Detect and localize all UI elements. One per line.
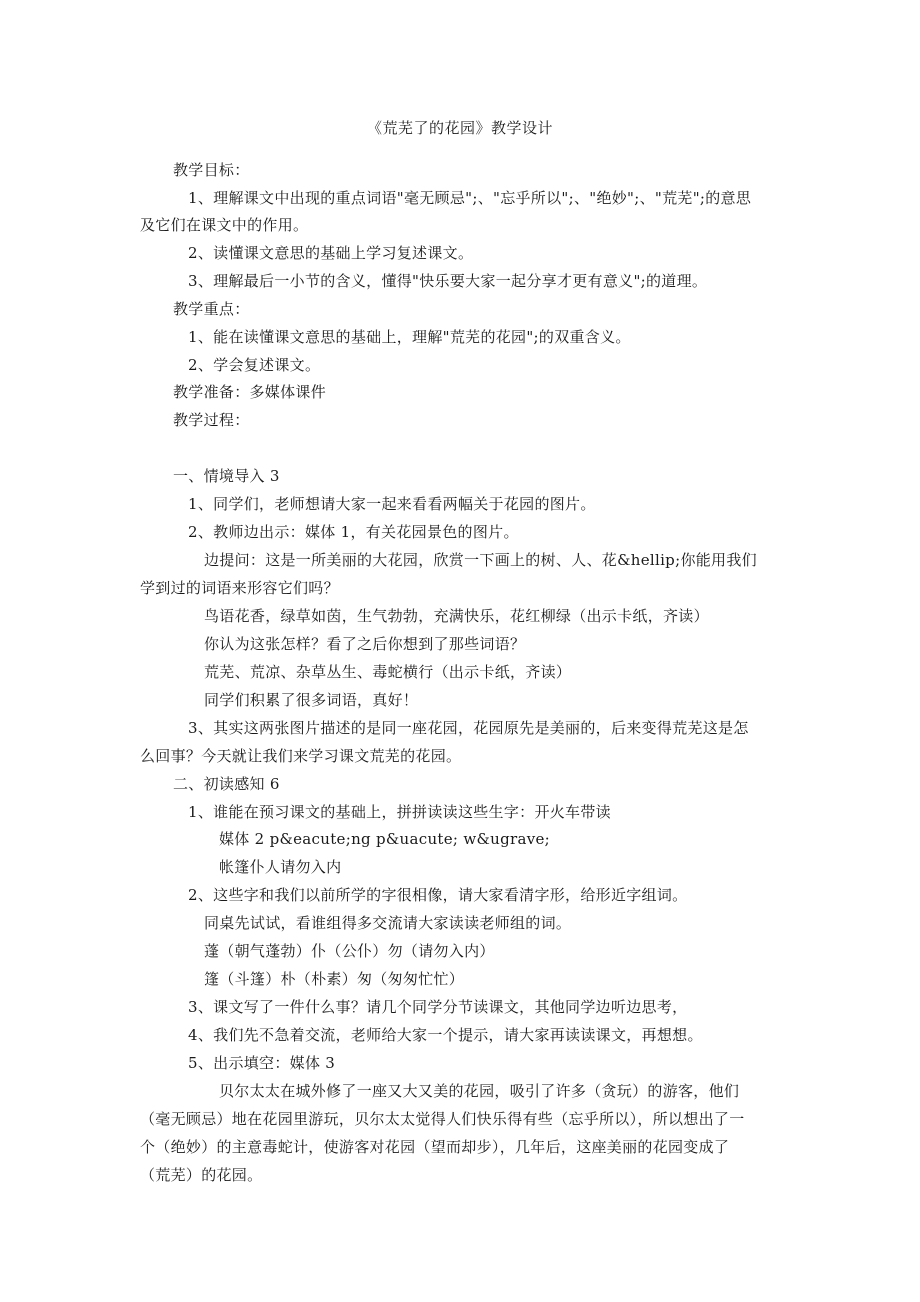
section-1-item-1: 1、同学们，老师想请大家一起来看看两幅关于花园的图片。 xyxy=(188,495,596,513)
section-2-fill-line-1: 贝尔太太在城外修了一座又大又美的花园，吸引了许多（贪玩）的游客，他们 xyxy=(219,1082,740,1100)
section-1-praise: 同学们积累了很多词语，真好！ xyxy=(204,691,419,709)
objective-3: 3、理解最后一小节的含义，懂得"快乐要大家一起分享才更有意义";的道理。 xyxy=(188,272,708,290)
section-2-fill-line-2: （毫无顾忌）地在花园里游玩，贝尔太太觉得人们快乐得有些（忘乎所以），所以想出了一 xyxy=(140,1110,745,1128)
process-heading: 教学过程： xyxy=(173,411,250,429)
section-1-ask-line-2: 学到过的词语来形容它们吗？ xyxy=(140,579,339,597)
section-2-item-1: 1、谁能在预习课文的基础上，拼拼读读这些生字：开火车带读 xyxy=(188,803,611,821)
section-1-item-2: 2、教师边出示：媒体 1，有关花园景色的图片。 xyxy=(188,523,519,541)
section-2-word-group-1: 蓬（朝气蓬勃）仆（公仆）勿（请勿入内） xyxy=(204,942,495,960)
section-2-item-2: 2、这些字和我们以前所学的字很相像，请大家看清字形，给形近字组词。 xyxy=(188,886,688,904)
objectives-heading: 教学目标： xyxy=(173,161,250,179)
keypoint-1: 1、能在读懂课文意思的基础上，理解"荒芜的花园";的双重含义。 xyxy=(188,328,631,346)
keypoint-2: 2、学会复述课文。 xyxy=(188,356,321,374)
section-1-words-1: 鸟语花香，绿草如茵，生气勃勃，充满快乐，花红柳绿（出示卡纸，齐读） xyxy=(204,607,709,625)
section-2-fill-line-3: 个（绝妙）的主意毒蛇计，使游客对花园（望而却步），几年后，这座美丽的花园变成了 xyxy=(140,1138,730,1156)
section-2-media-2: 媒体 2 p&eacute;ng p&uacute; w&ugrave; xyxy=(219,830,551,848)
section-1-item-3-line-1: 3、其实这两张图片描述的是同一座花园，花园原先是美丽的，后来变得荒芜这是怎 xyxy=(188,719,749,737)
section-1-heading: 一、情境导入 3 xyxy=(173,467,280,485)
keypoints-heading: 教学重点： xyxy=(173,300,250,318)
section-2-deskmate: 同桌先试试，看谁组得多交流请大家读读老师组的词。 xyxy=(204,914,572,932)
section-2-heading: 二、初读感知 6 xyxy=(173,775,280,793)
section-2-item-3: 3、课文写了一件什么事？请几个同学分节读课文，其他同学边听边思考， xyxy=(188,998,688,1016)
objective-1-line-2: 及它们在课文中的作用。 xyxy=(140,216,309,234)
section-1-question: 你认为这张怎样？看了之后你想到了那些词语？ xyxy=(204,635,526,653)
objective-2: 2、读懂课文意思的基础上学习复述课文。 xyxy=(188,244,474,262)
section-2-word-group-2: 篷（斗篷）朴（朴素）匆（匆匆忙忙） xyxy=(204,970,465,988)
section-2-item-5: 5、出示填空：媒体 3 xyxy=(188,1054,336,1072)
section-2-fill-line-4: （荒芜）的花园。 xyxy=(140,1166,263,1184)
section-2-characters: 帐篷仆人请勿入内 xyxy=(219,858,342,876)
section-2-item-4: 4、我们先不急着交流，老师给大家一个提示，请大家再读读课文，再想想。 xyxy=(188,1026,703,1044)
section-1-ask-line-1: 边提问：这是一所美丽的大花园，欣赏一下画上的树、人、花&hellip;你能用我们 xyxy=(204,551,757,569)
section-1-item-3-line-2: 么回事？今天就让我们来学习课文荒芜的花园。 xyxy=(140,747,462,765)
objective-1-line-1: 1、理解课文中出现的重点词语"毫无顾忌";、"忘乎所以";、"绝妙";、"荒芜";的意思 xyxy=(188,189,752,207)
document-title: 《荒芜了的花园》教学设计 xyxy=(366,119,553,137)
preparation: 教学准备：多媒体课件 xyxy=(173,383,327,401)
section-1-words-2: 荒芜、荒凉、杂草丛生、毒蛇横行（出示卡纸，齐读） xyxy=(204,663,572,681)
